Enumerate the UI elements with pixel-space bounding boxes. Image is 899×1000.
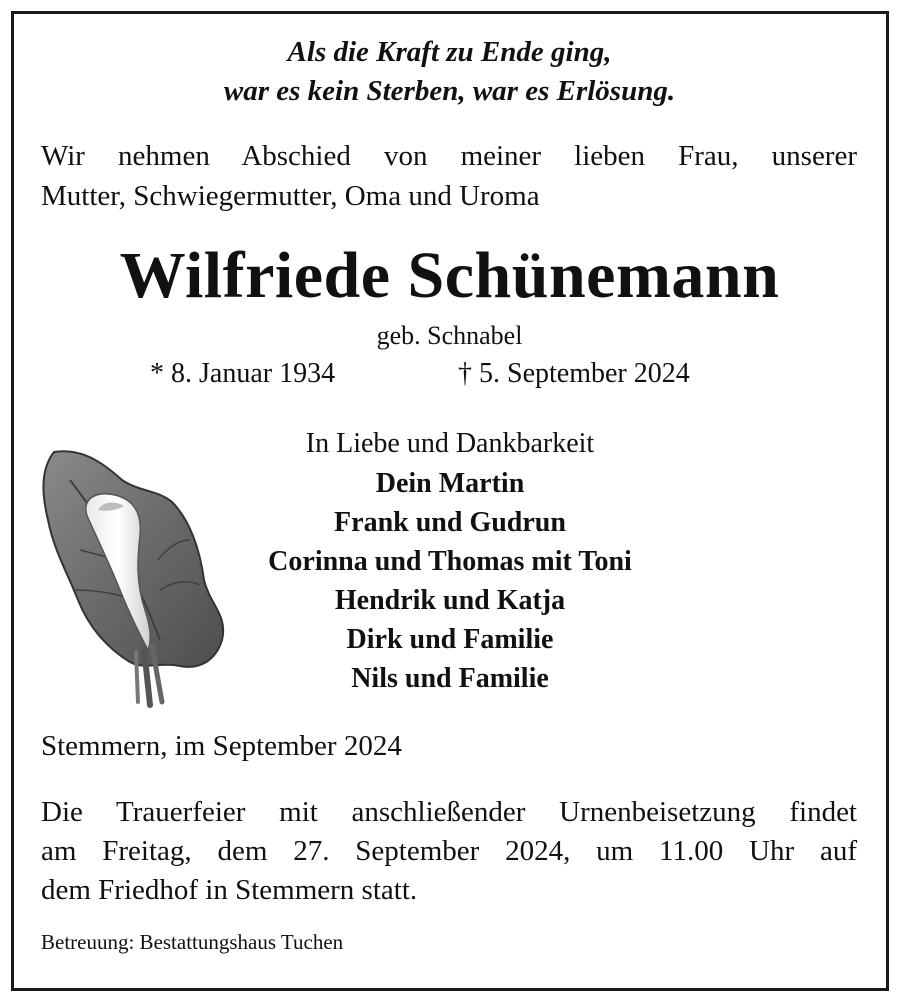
intro-line-1: Wir nehmen Abschied von meiner lieben Frau, unserer: [41, 140, 857, 172]
intro-line-2: Mutter, Schwiegermutter, Oma und Uroma: [41, 180, 540, 212]
funeral-home: Betreuung: Bestattungshaus Tuchen: [41, 930, 344, 954]
death-date: † 5. September 2024: [458, 358, 690, 389]
mourner-name: Nils und Familie: [351, 663, 549, 694]
deceased-name: Wilfriede Schünemann: [119, 239, 780, 312]
place-date: Stemmern, im September 2024: [41, 730, 402, 762]
mourners-lead: In Liebe und Dankbarkeit: [305, 428, 595, 459]
ceremony-line-2: am Freitag, dem 27. September 2024, um 11.00 Uhr auf: [41, 835, 857, 867]
ceremony-line-3: dem Friedhof in Stemmern statt.: [41, 874, 418, 906]
motto-line-1: Als die Kraft zu Ende ging,: [287, 36, 612, 68]
mourner-name: Hendrik und Katja: [334, 585, 566, 616]
mourner-name: Dein Martin: [375, 468, 525, 499]
mourner-name: Dirk und Familie: [346, 624, 554, 655]
birth-date: * 8. Januar 1934: [150, 358, 336, 389]
mourner-name: Corinna und Thomas mit Toni: [268, 546, 632, 577]
ceremony-line-1: Die Trauerfeier mit anschließender Urnenbeisetzung findet: [41, 796, 857, 828]
motto-line-2: war es kein Sterben, war es Erlösung.: [223, 75, 676, 107]
mourner-name: Frank und Gudrun: [334, 507, 566, 538]
birth-name: geb. Schnabel: [376, 321, 523, 350]
